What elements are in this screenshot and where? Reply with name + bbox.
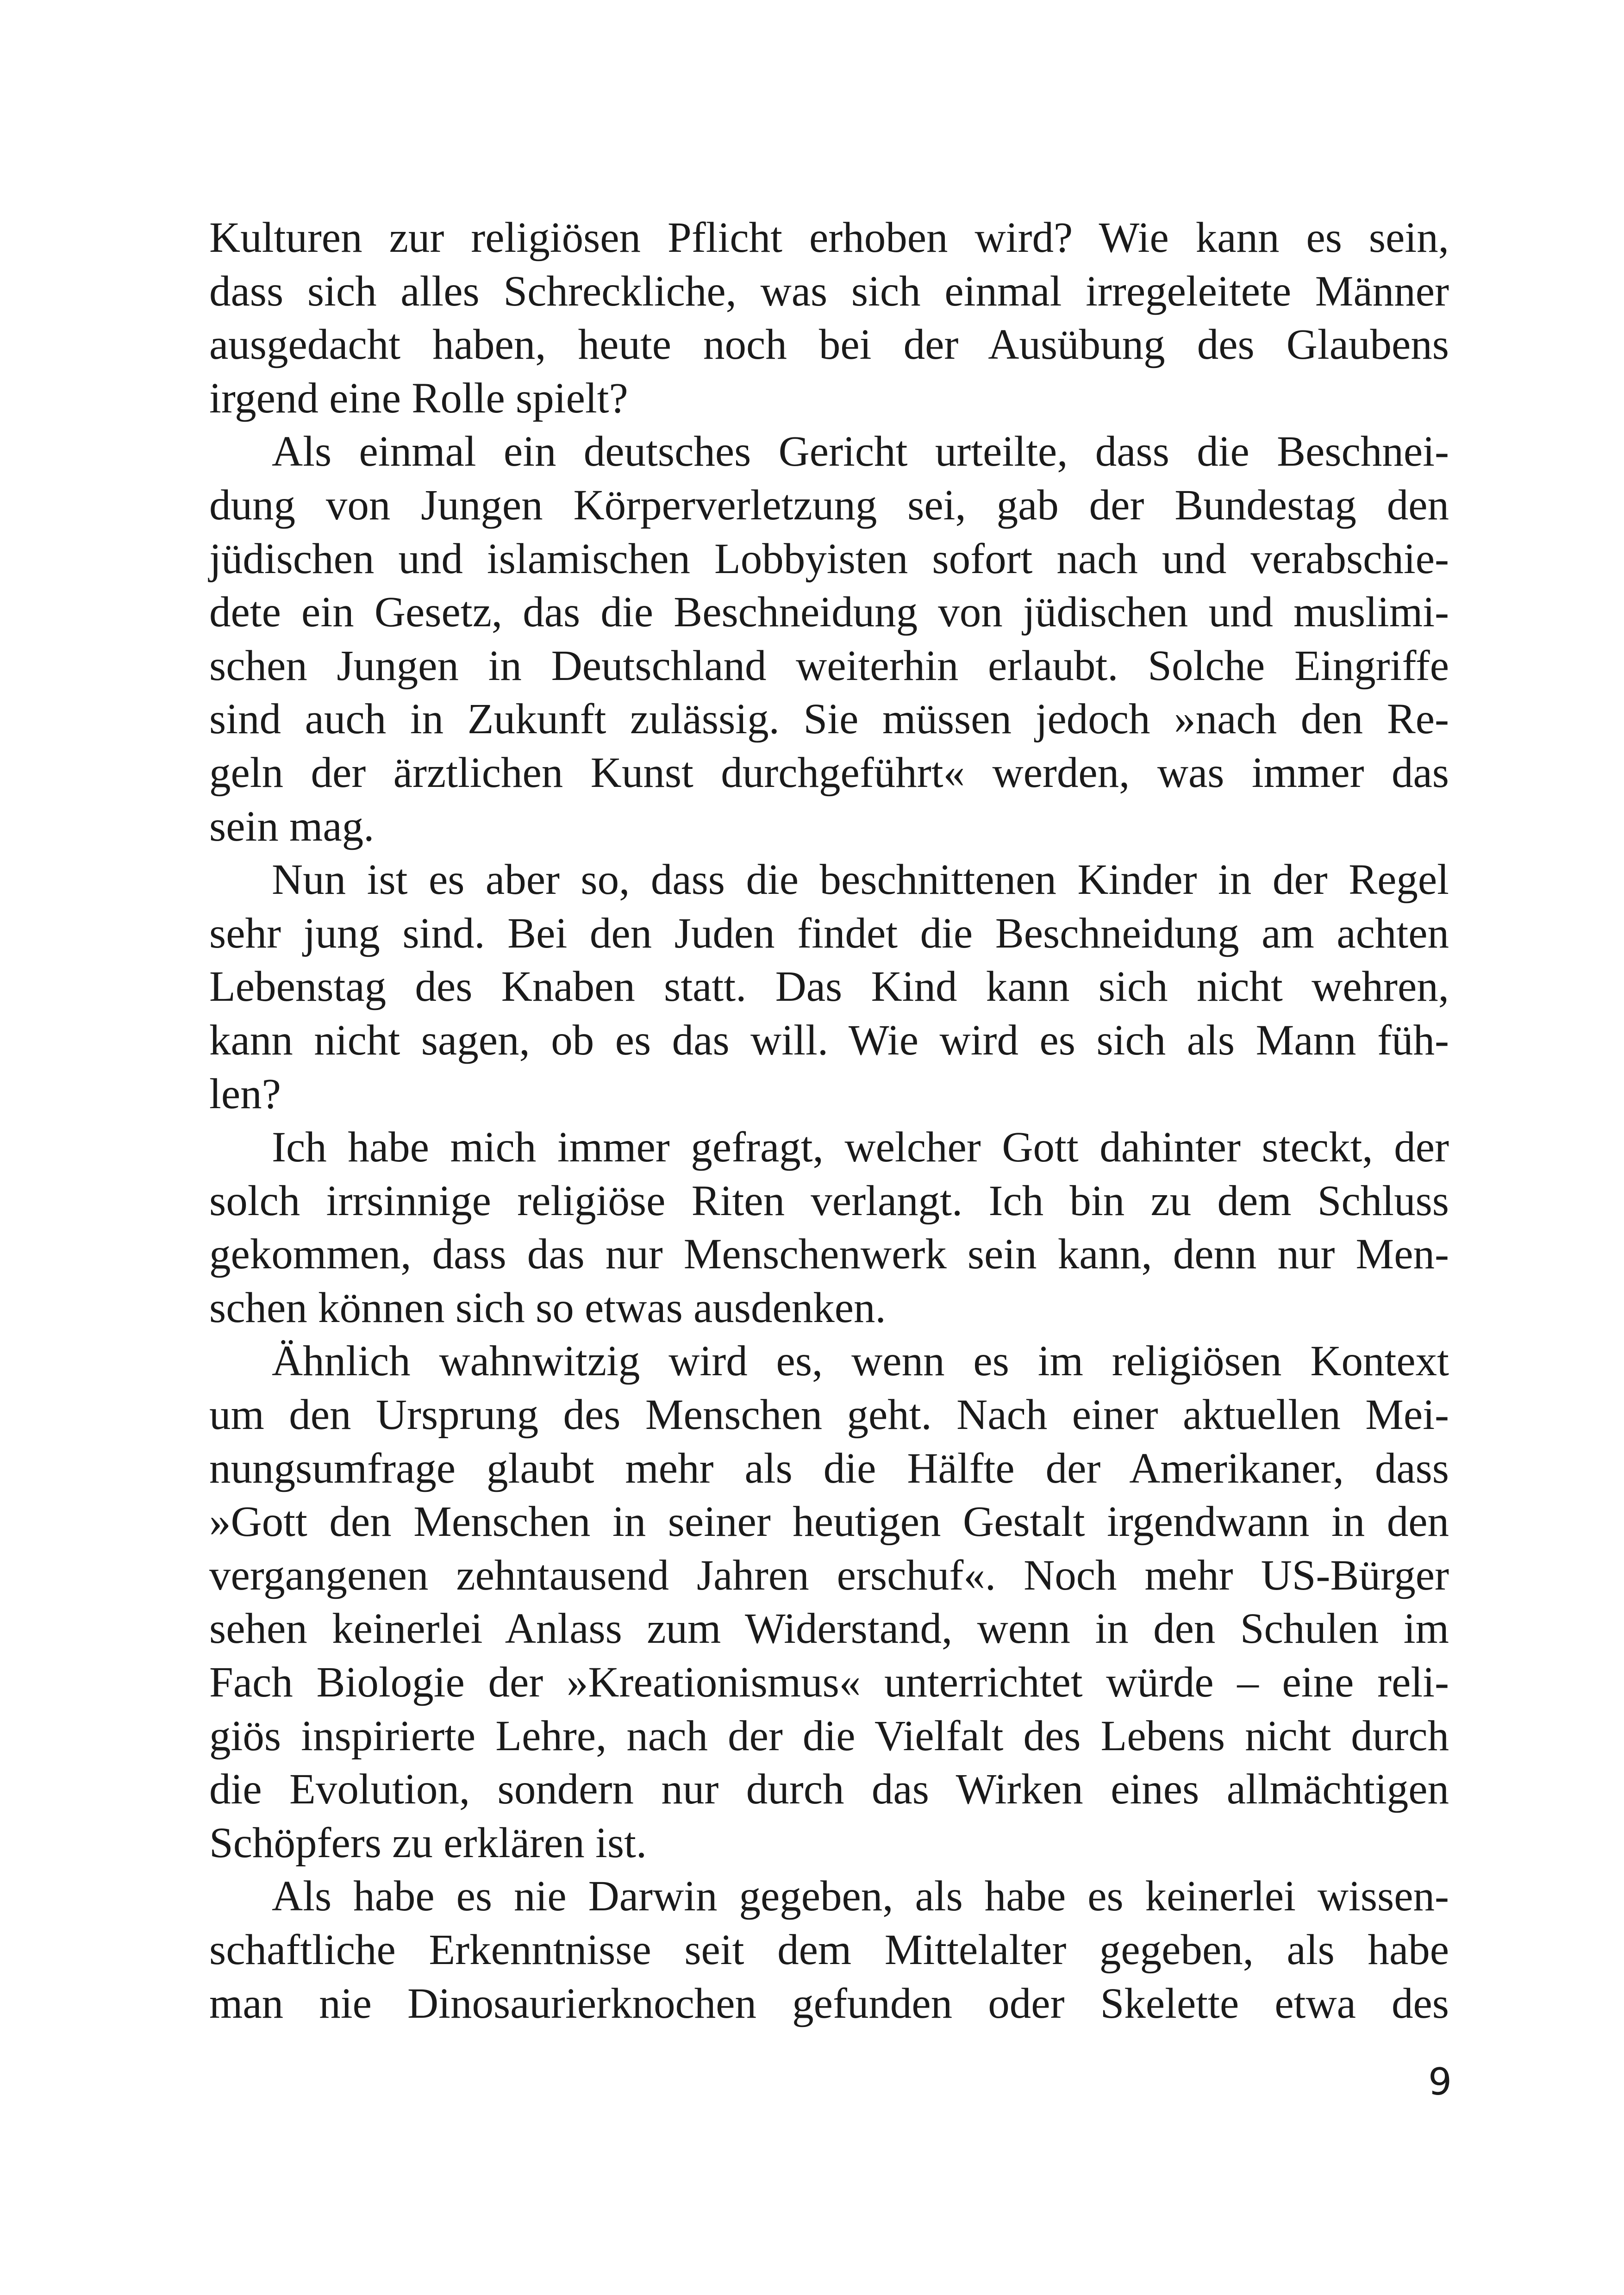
text-line: sehr jung sind. Bei den Juden findet die Beschneidung am achten xyxy=(209,909,1449,957)
text-line: Lebenstag des Knaben statt. Das Kind kann sich nicht wehren, xyxy=(209,963,1449,1011)
body-text xyxy=(209,211,1449,2030)
paragraph xyxy=(209,211,1449,425)
paragraph xyxy=(209,1121,1449,1335)
paragraph xyxy=(209,1870,1449,2030)
text-line: solch irrsinnige religiöse Riten verlangt. Ich bin zu dem Schluss xyxy=(209,1177,1449,1225)
text-line: schaftliche Erkenntnisse seit dem Mittelalter gegeben, als habe xyxy=(209,1926,1449,1974)
text-line: nungsumfrage glaubt mehr als die Hälfte der Amerikaner, dass xyxy=(209,1444,1449,1492)
text-line: sein mag. xyxy=(209,802,375,850)
text-line: man nie Dinosaurierknochen gefunden oder Skelette etwa des xyxy=(209,1979,1449,2027)
paragraph xyxy=(209,853,1449,1121)
text-line: geln der ärztlichen Kunst durchgeführt« werden, was immer das xyxy=(209,748,1449,797)
text-line: um den Ursprung des Menschen geht. Nach einer aktuellen Mei- xyxy=(209,1391,1449,1439)
page-number: 9 xyxy=(1428,2060,1452,2103)
paragraph xyxy=(209,425,1449,853)
text-line: Schöpfers zu erklären ist. xyxy=(209,1819,647,1867)
text-line: dass sich alles Schreckliche, was sich einmal irregeleitete Männer xyxy=(209,267,1449,315)
text-line: sehen keinerlei Anlass zum Widerstand, wenn in den Schulen im xyxy=(209,1605,1449,1653)
text-line: Fach Biologie der »Kreationismus« unterrichtet würde – eine reli- xyxy=(209,1659,1449,1707)
text-line: vergangenen zehntausend Jahren erschuf«. Noch mehr US-Bürger xyxy=(209,1551,1449,1599)
text-line: ausgedacht haben, heute noch bei der Ausübung des Glaubens xyxy=(209,321,1449,369)
paragraph xyxy=(209,1335,1449,1870)
text-line: Als einmal ein deutsches Gericht urteilte, dass die Beschnei- xyxy=(272,428,1449,476)
text-line: sind auch in Zukunft zulässig. Sie müssen jedoch »nach den Re- xyxy=(209,695,1449,743)
text-line: giös inspirierte Lehre, nach der die Vielfalt des Lebens nicht durch xyxy=(209,1712,1449,1760)
text-line: schen Jungen in Deutschland weiterhin erlaubt. Solche Eingriffe xyxy=(209,642,1449,690)
text-line: irgend eine Rolle spielt? xyxy=(209,374,628,422)
text-line: Nun ist es aber so, dass die beschnittenen Kinder in der Regel xyxy=(272,856,1449,904)
text-line: Ähnlich wahnwitzig wird es, wenn es im religiösen Kontext xyxy=(272,1337,1449,1385)
text-line: die Evolution, sondern nur durch das Wirken eines allmächtigen xyxy=(209,1765,1449,1814)
text-line: Als habe es nie Darwin gegeben, als habe es keinerlei wissen- xyxy=(272,1872,1449,1921)
text-line: dung von Jungen Körperverletzung sei, gab der Bundestag den xyxy=(209,481,1449,529)
text-line: kann nicht sagen, ob es das will. Wie wird es sich als Mann füh- xyxy=(209,1016,1449,1064)
text-line: len? xyxy=(209,1070,281,1118)
text-line: schen können sich so etwas ausdenken. xyxy=(209,1284,886,1332)
text-line: gekommen, dass das nur Menschenwerk sein kann, denn nur Men- xyxy=(209,1230,1449,1278)
text-line: jüdischen und islamischen Lobbyisten sofort nach und verabschie- xyxy=(209,535,1449,583)
text-line: Kulturen zur religiösen Pflicht erhoben wird? Wie kann es sein, xyxy=(209,214,1449,262)
text-line: »Gott den Menschen in seiner heutigen Gestalt irgendwann in den xyxy=(209,1498,1449,1546)
text-line: Ich habe mich immer gefragt, welcher Gott dahinter steckt, der xyxy=(272,1123,1449,1172)
text-line: dete ein Gesetz, das die Beschneidung von jüdischen und muslimi- xyxy=(209,588,1449,636)
